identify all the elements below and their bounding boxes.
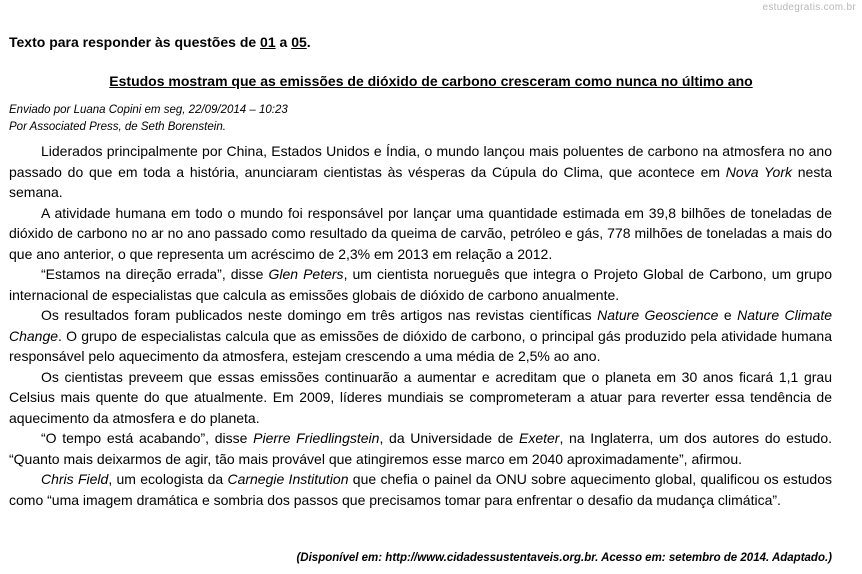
p7-text-a: Chris Field [41,471,109,487]
p7-text-c: Carnegie Institution [227,471,349,487]
p4-text-c: e [718,307,738,323]
instruction-suffix: . [306,34,311,50]
instruction-line [9,34,311,50]
paragraph-5 [9,367,832,429]
site-watermark: estudegratis.com.br [762,2,856,13]
p6-text-d: Exeter [518,430,560,446]
p2-text-a: A atividade humana em todo o mundo foi responsável por lançar uma quantidade estimada em 39,8 bilhões de toneladas de dióxido de carbono no ar no ano passado como resultado da queima de carvão, petróleo e gás, 778 milhões de toneladas a mais do que ano anterior, o que representa um acréscimo de 2,3% em 2013 em relação a 2012. [9,204,832,262]
paragraph-4 [9,305,832,367]
question-start: 01 [260,34,276,50]
paragraph-6 [9,428,832,469]
p3-text-b: Glen Peters [268,266,344,282]
p6-text-b: Pierre Friedlingstein [253,430,380,446]
article-title: Estudos mostram que as emissões de dióxido de carbono cresceram como nunca no último ano [109,73,753,89]
p4-text-b: Nature Geoscience [597,307,719,323]
p3-text-c: , um cientista norueguês que integra o Projeto Global de Carbono, um grupo internacional de especialistas que calcula as emissões globais de dióxido de carbono anualmente. [9,266,832,303]
p1-text-b: Nova York [725,163,792,180]
p6-text-e: , na Inglaterra, um dos autores do estudo. “Quanto mais deixarmos de agir, tão mais provável que atingiremos esse marco em 2040 aproximadamente”, afirmou. [9,430,833,467]
p4-text-d: Nature Climate Change [9,307,832,344]
article-sent-info: Enviado por Luana Copini em seg, 22/09/2014 – 10:23 [9,104,288,116]
p6-text-a: “O tempo está acabando”, disse [41,430,254,446]
p1-text-a: Liderados principalmente por China, Estados Unidos e Índia, o mundo lançou mais poluentes de carbono na atmosfera no ano passado do que em toda a história, anunciaram cientistas às vésperas da Cúpula do Clima, que acontece em [9,143,832,180]
p7-text-b: , um ecologista da [108,471,228,487]
p3-text-a: “Estamos na direção errada”, disse [41,266,269,282]
source-citation: (Disponível em: http://www.cidadessustentaveis.org.br. Acesso em: setembro de 2014. Adaptado.) [296,552,832,564]
paragraph-2 [9,203,832,265]
paragraph-7 [9,469,832,510]
instruction-middle: a [275,34,292,50]
p5-text-a: Os cientistas preveem que essas emissões continuarão a aumentar e acreditam que o planeta em 30 anos ficará 1,1 grau Celsius mais quente do que atualmente. Em 2009, líderes mundiais se comprometeram a atuar para reverter essa tendência de aquecimento da atmosfera e do planeta. [9,368,832,426]
p6-text-c: , da Universidade de [379,430,519,446]
p4-text-e: . O grupo de especialistas calcula que as emissões de dióxido de carbono, o principal gás produzido pela atividade humana responsável pelo aquecimento da atmosfera, estejam crescendo a uma média de 2,5% ao ano. [9,327,832,364]
article-byline: Por Associated Press, de Seth Borenstein. [9,121,226,133]
instruction-prefix: Texto para responder às questões de [9,34,261,50]
article-body [9,141,832,510]
paragraph-1 [9,141,832,203]
p7-text-d: que chefia o painel da ONU sobre aquecimento global, qualificou os estudos como “uma imagem dramática e sombria dos passos que precisamos tomar para enfrentar o desafio da mudança climática”. [9,471,833,508]
p1-text-c: nesta semana. [9,163,832,200]
paragraph-3 [9,264,832,305]
question-end: 05 [291,34,307,50]
p4-text-a: Os resultados foram publicados neste domingo em três artigos nas revistas científicas [41,307,598,323]
